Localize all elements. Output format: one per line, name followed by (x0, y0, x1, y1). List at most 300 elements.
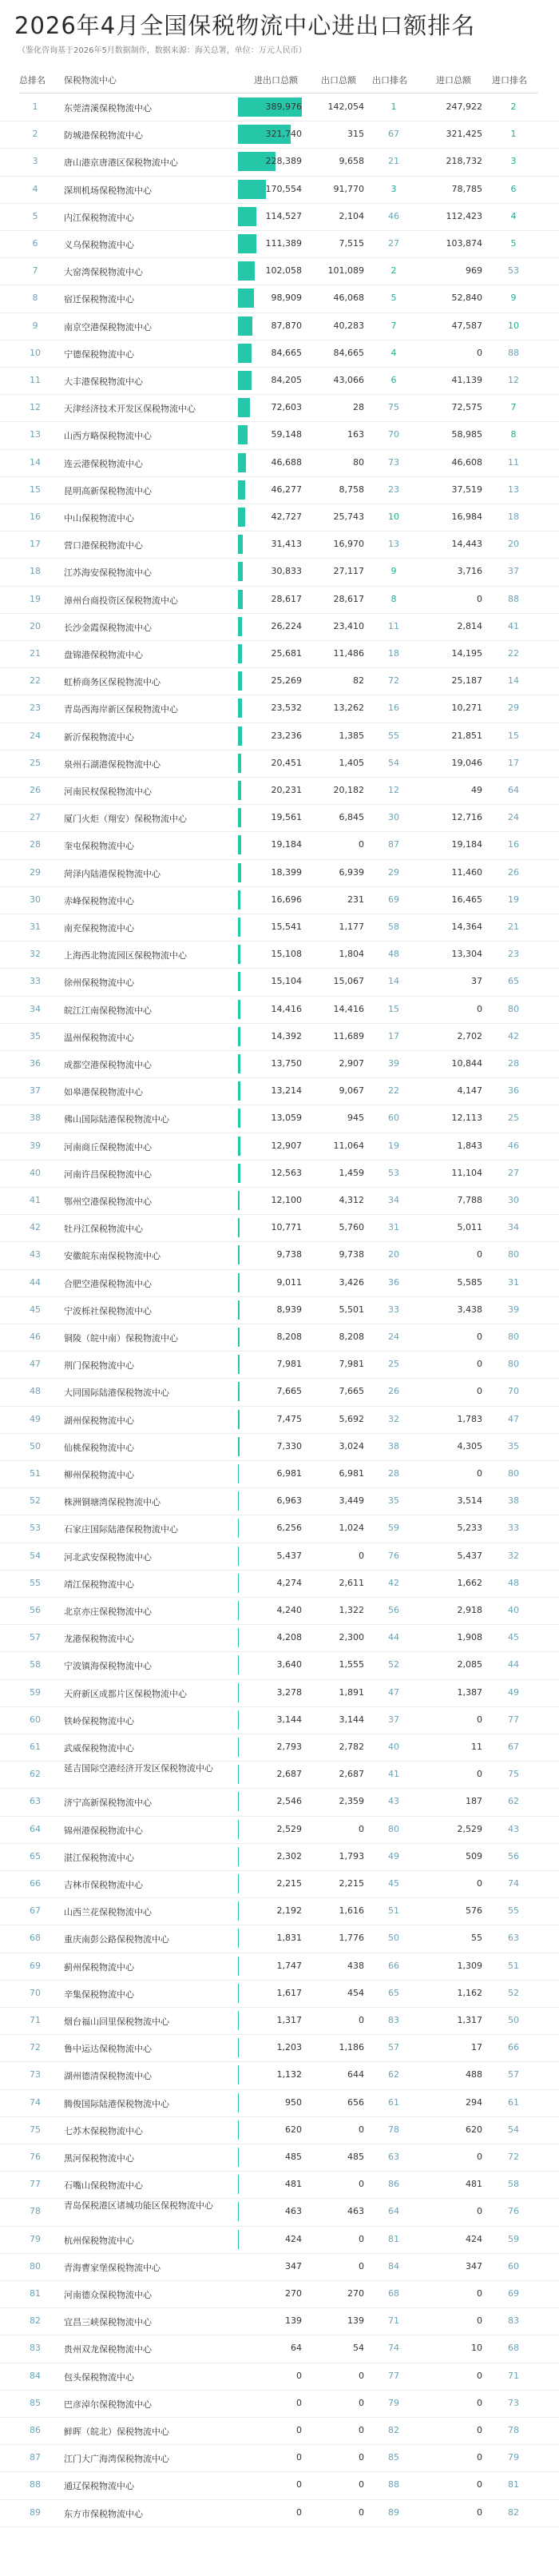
table-row (0, 2171, 559, 2199)
name-cell: 贵州双龙保税物流中心 (64, 2344, 152, 2355)
total-cell: 481 (285, 2179, 302, 2190)
rank-cell: 3 (32, 156, 38, 167)
import-cell: 55 (471, 1933, 482, 1944)
import-rank-cell: 16 (508, 839, 519, 850)
import-rank-cell: 29 (508, 703, 519, 714)
import-rank-cell: 47 (508, 1413, 519, 1424)
export-cell: 0 (359, 2260, 364, 2271)
export-rank-cell: 15 (388, 1003, 399, 1014)
rank-cell: 29 (30, 866, 41, 878)
export-rank-cell: 8 (391, 593, 397, 604)
import-rank-cell: 50 (508, 2015, 519, 2026)
export-cell: 43,066 (333, 375, 364, 386)
export-cell: 463 (347, 2206, 364, 2217)
rank-cell: 45 (30, 1304, 41, 1315)
rank-cell: 9 (32, 320, 38, 331)
import-cell: 0 (477, 1714, 482, 1725)
rank-cell: 88 (30, 2479, 41, 2490)
rank-cell: 50 (30, 1440, 41, 1451)
total-cell: 12,907 (271, 1140, 302, 1151)
table-row (0, 1269, 559, 1297)
rank-cell: 31 (30, 922, 41, 933)
import-cell: 17 (471, 2042, 482, 2053)
export-cell: 1,555 (339, 1659, 364, 1670)
table-row (0, 1788, 559, 1816)
export-cell: 5,501 (339, 1304, 364, 1315)
total-cell: 46,688 (271, 456, 302, 468)
total-bar (238, 1820, 239, 1839)
export-rank-cell: 83 (388, 2015, 399, 2026)
table-row (0, 2363, 559, 2391)
name-cell: 合肥空港保税物流中心 (64, 1278, 152, 1289)
export-cell: 644 (347, 2069, 364, 2080)
import-cell: 0 (477, 1468, 482, 1479)
table-row (0, 1378, 559, 1406)
export-cell: 6,939 (339, 866, 364, 878)
import-rank-cell: 36 (508, 1085, 519, 1097)
import-cell: 16,984 (451, 512, 482, 523)
export-rank-cell: 13 (388, 539, 399, 550)
name-cell: 内江保税物流中心 (64, 212, 134, 223)
export-cell: 101,089 (327, 265, 364, 277)
total-cell: 114,527 (265, 210, 302, 221)
export-rank-cell: 61 (388, 2096, 399, 2108)
export-cell: 54 (353, 2343, 364, 2354)
total-cell: 10,771 (271, 1222, 302, 1233)
table-row (0, 1077, 559, 1105)
table-row (0, 230, 559, 258)
import-cell: 3,514 (457, 1495, 482, 1507)
rank-cell: 23 (30, 703, 41, 714)
rank-cell: 53 (30, 1523, 41, 1534)
total-bar (238, 1547, 239, 1566)
total-cell: 87,870 (271, 320, 302, 331)
export-rank-cell: 82 (388, 2425, 399, 2436)
header-name: 保税物流中心 (64, 75, 117, 86)
export-cell: 11,689 (333, 1030, 364, 1041)
total-cell: 347 (285, 2260, 302, 2271)
name-cell: 宁波栎社保税物流中心 (64, 1305, 152, 1316)
import-rank-cell: 68 (508, 2343, 519, 2354)
import-cell: 0 (477, 2452, 482, 2463)
import-rank-cell: 25 (508, 1113, 519, 1124)
name-cell: 皖江江南保税物流中心 (64, 1005, 152, 1016)
export-cell: 91,770 (333, 183, 364, 194)
rank-cell: 17 (30, 539, 41, 550)
table-row (0, 1296, 559, 1324)
import-rank-cell: 81 (508, 2479, 519, 2490)
rank-cell: 75 (30, 2124, 41, 2135)
table-row (0, 2444, 559, 2472)
table-row (0, 1406, 559, 1434)
rank-cell: 60 (30, 1714, 41, 1725)
table-row (0, 558, 559, 586)
page-title: 2026年4月全国保税物流中心进出口额排名 (14, 12, 476, 39)
import-rank-cell: 88 (508, 347, 519, 358)
rank-cell: 10 (30, 347, 41, 358)
export-rank-cell: 70 (388, 429, 399, 440)
export-rank-cell: 46 (388, 210, 399, 221)
import-cell: 2,702 (457, 1030, 482, 1041)
export-cell: 2,104 (339, 210, 364, 221)
export-rank-cell: 84 (388, 2260, 399, 2271)
export-cell: 9,658 (339, 156, 364, 167)
total-cell: 19,561 (271, 812, 302, 823)
rank-cell: 67 (30, 1905, 41, 1917)
export-rank-cell: 85 (388, 2452, 399, 2463)
table-row (0, 640, 559, 668)
total-cell: 30,833 (271, 566, 302, 577)
name-cell: 青岛西海岸新区保税物流中心 (64, 704, 178, 715)
table-row (0, 941, 559, 969)
export-rank-cell: 29 (388, 866, 399, 878)
import-rank-cell: 46 (508, 1140, 519, 1151)
export-rank-cell: 12 (388, 785, 399, 796)
import-cell: 37 (471, 976, 482, 987)
rank-cell: 78 (30, 2206, 41, 2217)
total-cell: 6,963 (276, 1495, 302, 1507)
table-row (0, 504, 559, 532)
export-cell: 485 (347, 2152, 364, 2163)
header-rank: 总排名 (19, 75, 46, 86)
header-import: 进口总额 (436, 75, 471, 86)
import-rank-cell: 31 (508, 1276, 519, 1288)
rank-cell: 80 (30, 2260, 41, 2271)
import-cell: 49 (471, 785, 482, 796)
rank-cell: 39 (30, 1140, 41, 1151)
name-cell: 泉州石湖港保税物流中心 (64, 758, 161, 770)
export-rank-cell: 43 (388, 1796, 399, 1807)
header-import-rank: 进口排名 (492, 75, 527, 86)
import-cell: 10 (471, 2343, 482, 2354)
name-cell: 牡丹江保税物流中心 (64, 1224, 143, 1235)
total-cell: 0 (296, 2397, 302, 2408)
export-rank-cell: 3 (391, 183, 397, 194)
export-rank-cell: 44 (388, 1632, 399, 1643)
export-rank-cell: 40 (388, 1742, 399, 1753)
import-cell: 1,908 (457, 1632, 482, 1643)
table-row (0, 2089, 559, 2117)
export-cell: 2,215 (339, 1878, 364, 1889)
name-cell: 鲁中运达保税物流中心 (64, 2044, 152, 2055)
export-cell: 84,665 (333, 347, 364, 358)
total-cell: 26,224 (271, 620, 302, 631)
rank-cell: 55 (30, 1577, 41, 1588)
export-rank-cell: 27 (388, 238, 399, 249)
export-rank-cell: 42 (388, 1577, 399, 1588)
import-rank-cell: 23 (508, 949, 519, 960)
import-rank-cell: 11 (508, 456, 519, 468)
export-cell: 139 (347, 2315, 364, 2327)
table-row (0, 531, 559, 559)
export-rank-cell: 88 (388, 2479, 399, 2490)
rank-cell: 43 (30, 1249, 41, 1260)
rank-cell: 35 (30, 1030, 41, 1041)
export-cell: 23,410 (333, 620, 364, 631)
import-cell: 14,443 (451, 539, 482, 550)
total-cell: 2,793 (276, 1742, 302, 1753)
rank-cell: 73 (30, 2069, 41, 2080)
export-rank-cell: 73 (388, 456, 399, 468)
import-cell: 1,317 (457, 2015, 482, 2026)
name-cell: 防城港保税物流中心 (64, 130, 143, 141)
table-row (0, 1734, 559, 1762)
import-rank-cell: 73 (508, 2397, 519, 2408)
import-cell: 2,918 (457, 1605, 482, 1616)
export-cell: 0 (359, 1550, 364, 1561)
export-cell: 3,449 (339, 1495, 364, 1507)
total-cell: 72,603 (271, 402, 302, 413)
total-cell: 4,208 (276, 1632, 302, 1643)
export-rank-cell: 39 (388, 1058, 399, 1069)
rank-cell: 56 (30, 1605, 41, 1616)
import-rank-cell: 80 (508, 1468, 519, 1479)
total-cell: 25,269 (271, 675, 302, 687)
name-cell: 虹桥商务区保税物流中心 (64, 677, 161, 688)
name-cell: 江苏海安保税物流中心 (64, 567, 152, 579)
table-row (0, 394, 559, 422)
name-cell: 大丰港保税物流中心 (64, 376, 143, 388)
name-cell: 石嘴山保税物流中心 (64, 2180, 143, 2192)
export-cell: 1,322 (339, 1605, 364, 1616)
export-cell: 231 (347, 894, 364, 905)
name-cell: 天津经济技术开发区保税物流中心 (64, 404, 196, 415)
import-rank-cell: 80 (508, 1359, 519, 1370)
import-rank-cell: 59 (508, 2233, 519, 2244)
export-cell: 40,283 (333, 320, 364, 331)
table-row (0, 285, 559, 313)
rank-cell: 36 (30, 1058, 41, 1069)
import-cell: 58,985 (451, 429, 482, 440)
total-cell: 84,205 (271, 375, 302, 386)
rank-cell: 76 (30, 2152, 41, 2163)
import-rank-cell: 77 (508, 1714, 519, 1725)
table-row (0, 914, 559, 942)
name-cell: 奎屯保税物流中心 (64, 841, 134, 852)
table-row (0, 831, 559, 859)
table-row (0, 2198, 559, 2226)
import-rank-cell: 26 (508, 866, 519, 878)
import-cell: 1,387 (457, 1686, 482, 1698)
name-cell: 锦州港保税物流中心 (64, 1825, 143, 1836)
total-cell: 28,617 (271, 593, 302, 604)
rank-cell: 2 (32, 129, 38, 140)
total-cell: 42,727 (271, 512, 302, 523)
export-rank-cell: 47 (388, 1686, 399, 1698)
name-cell: 杭州保税物流中心 (64, 2235, 134, 2246)
import-rank-cell: 80 (508, 1249, 519, 1260)
rank-cell: 24 (30, 730, 41, 741)
import-cell: 47,587 (451, 320, 482, 331)
total-cell: 1,203 (276, 2042, 302, 2053)
table-row (0, 1351, 559, 1379)
name-cell: 鲜晖（皖北）保税物流中心 (64, 2427, 169, 2438)
table-row (0, 1679, 559, 1707)
export-cell: 82 (353, 675, 364, 687)
export-cell: 5,760 (339, 1222, 364, 1233)
name-cell: 东方市保税物流中心 (64, 2508, 143, 2519)
import-rank-cell: 45 (508, 1632, 519, 1643)
import-cell: 52,840 (451, 293, 482, 304)
rank-cell: 89 (30, 2506, 41, 2518)
total-cell: 18,399 (271, 866, 302, 878)
export-rank-cell: 18 (388, 648, 399, 659)
import-rank-cell: 12 (508, 375, 519, 386)
total-cell: 31,413 (271, 539, 302, 550)
table-row (0, 2499, 559, 2527)
total-cell: 2,687 (276, 1769, 302, 1780)
total-cell: 3,144 (276, 1714, 302, 1725)
table-row (0, 1160, 559, 1188)
export-rank-cell: 7 (391, 320, 397, 331)
name-cell: 济宁高新保税物流中心 (64, 1798, 152, 1809)
export-rank-cell: 26 (388, 1386, 399, 1397)
export-cell: 9,067 (339, 1085, 364, 1097)
total-cell: 7,330 (276, 1440, 302, 1451)
import-cell: 19,184 (451, 839, 482, 850)
export-rank-cell: 28 (388, 1468, 399, 1479)
import-rank-cell: 39 (508, 1304, 519, 1315)
name-cell: 安徽皖东南保税物流中心 (64, 1251, 161, 1262)
import-cell: 294 (466, 2096, 482, 2108)
import-cell: 247,922 (446, 102, 482, 113)
import-cell: 0 (477, 2152, 482, 2163)
import-rank-cell: 4 (510, 210, 517, 221)
table-row (0, 1105, 559, 1133)
total-cell: 8,208 (276, 1332, 302, 1343)
import-cell: 0 (477, 1332, 482, 1343)
import-rank-cell: 60 (508, 2260, 519, 2271)
import-rank-cell: 30 (508, 1195, 519, 1206)
import-rank-cell: 82 (508, 2506, 519, 2518)
name-cell: 七苏木保税物流中心 (64, 2125, 143, 2136)
export-cell: 1,186 (339, 2042, 364, 2053)
name-cell: 昆明高新保税物流中心 (64, 485, 152, 496)
name-cell: 烟台福山回里保税物流中心 (64, 2017, 169, 2028)
import-rank-cell: 32 (508, 1550, 519, 1561)
rank-cell: 61 (30, 1742, 41, 1753)
total-cell: 2,302 (276, 1850, 302, 1861)
export-rank-cell: 71 (388, 2315, 399, 2327)
rank-cell: 82 (30, 2315, 41, 2327)
export-cell: 0 (359, 839, 364, 850)
import-cell: 0 (477, 2479, 482, 2490)
export-rank-cell: 21 (388, 156, 399, 167)
table-row (0, 2280, 559, 2308)
import-cell: 0 (477, 1359, 482, 1370)
total-cell: 84,665 (271, 347, 302, 358)
table-row (0, 1624, 559, 1652)
export-cell: 454 (347, 1987, 364, 1998)
table-row (0, 586, 559, 614)
import-rank-cell: 69 (508, 2288, 519, 2299)
import-rank-cell: 70 (508, 1386, 519, 1397)
total-cell: 25,681 (271, 648, 302, 659)
export-cell: 0 (359, 2124, 364, 2135)
export-rank-cell: 41 (388, 1769, 399, 1780)
import-cell: 0 (477, 1878, 482, 1889)
import-cell: 424 (466, 2233, 482, 2244)
name-cell: 蓟州保税物流中心 (64, 1961, 134, 1973)
name-cell: 湖州保税物流中心 (64, 1415, 134, 1426)
rank-cell: 27 (30, 812, 41, 823)
name-cell: 徐州保税物流中心 (64, 977, 134, 989)
export-cell: 7,981 (339, 1359, 364, 1370)
rank-cell: 72 (30, 2042, 41, 2053)
export-rank-cell: 17 (388, 1030, 399, 1041)
export-rank-cell: 24 (388, 1332, 399, 1343)
import-rank-cell: 58 (508, 2179, 519, 2190)
export-rank-cell: 49 (388, 1850, 399, 1861)
export-cell: 163 (347, 429, 364, 440)
import-cell: 321,425 (446, 129, 482, 140)
name-cell: 营口港保税物流中心 (64, 540, 143, 551)
name-cell: 成都空港保税物流中心 (64, 1060, 152, 1071)
name-cell: 柳州保税物流中心 (64, 1470, 134, 1481)
import-rank-cell: 33 (508, 1523, 519, 1534)
import-rank-cell: 88 (508, 593, 519, 604)
import-rank-cell: 72 (508, 2152, 519, 2163)
rank-cell: 77 (30, 2179, 41, 2190)
import-rank-cell: 20 (508, 539, 519, 550)
name-cell: 靖江保税物流中心 (64, 1579, 134, 1590)
import-cell: 969 (466, 265, 482, 277)
table-row (0, 1433, 559, 1461)
import-rank-cell: 80 (508, 1332, 519, 1343)
export-cell: 2,359 (339, 1796, 364, 1807)
name-cell: 山西兰花保税物流中心 (64, 1907, 152, 1918)
total-cell: 2,192 (276, 1905, 302, 1917)
import-rank-cell: 38 (508, 1495, 519, 1507)
export-rank-cell: 38 (388, 1440, 399, 1451)
import-rank-cell: 3 (510, 156, 517, 167)
name-cell: 腾俊国际陆港保税物流中心 (64, 2098, 169, 2109)
export-cell: 142,054 (327, 102, 364, 113)
export-cell: 6,845 (339, 812, 364, 823)
import-cell: 1,783 (457, 1413, 482, 1424)
export-rank-cell: 75 (388, 402, 399, 413)
table-row (0, 1843, 559, 1871)
import-rank-cell: 65 (508, 976, 519, 987)
name-cell: 赤峰保税物流中心 (64, 895, 134, 906)
table-row (0, 804, 559, 832)
rank-cell: 83 (30, 2343, 41, 2354)
export-rank-cell: 57 (388, 2042, 399, 2053)
table-row (0, 667, 559, 695)
table-row (0, 1870, 559, 1898)
rank-cell: 13 (30, 429, 41, 440)
export-rank-cell: 80 (388, 1823, 399, 1834)
export-cell: 0 (359, 2397, 364, 2408)
import-cell: 347 (466, 2260, 482, 2271)
export-rank-cell: 5 (391, 293, 397, 304)
name-cell: 河南许昌保税物流中心 (64, 1169, 152, 1180)
rank-cell: 66 (30, 1878, 41, 1889)
import-rank-cell: 56 (508, 1850, 519, 1861)
import-cell: 14,364 (451, 922, 482, 933)
export-cell: 945 (347, 1113, 364, 1124)
import-rank-cell: 83 (508, 2315, 519, 2327)
import-cell: 5,437 (457, 1550, 482, 1561)
name-cell: 新沂保税物流中心 (64, 731, 134, 743)
export-rank-cell: 6 (391, 375, 397, 386)
rank-cell: 15 (30, 484, 41, 495)
table-row (0, 2335, 559, 2363)
table-row (0, 313, 559, 340)
import-cell: 3,438 (457, 1304, 482, 1315)
name-cell: 如皋港保税物流中心 (64, 1087, 143, 1098)
export-rank-cell: 25 (388, 1359, 399, 1370)
